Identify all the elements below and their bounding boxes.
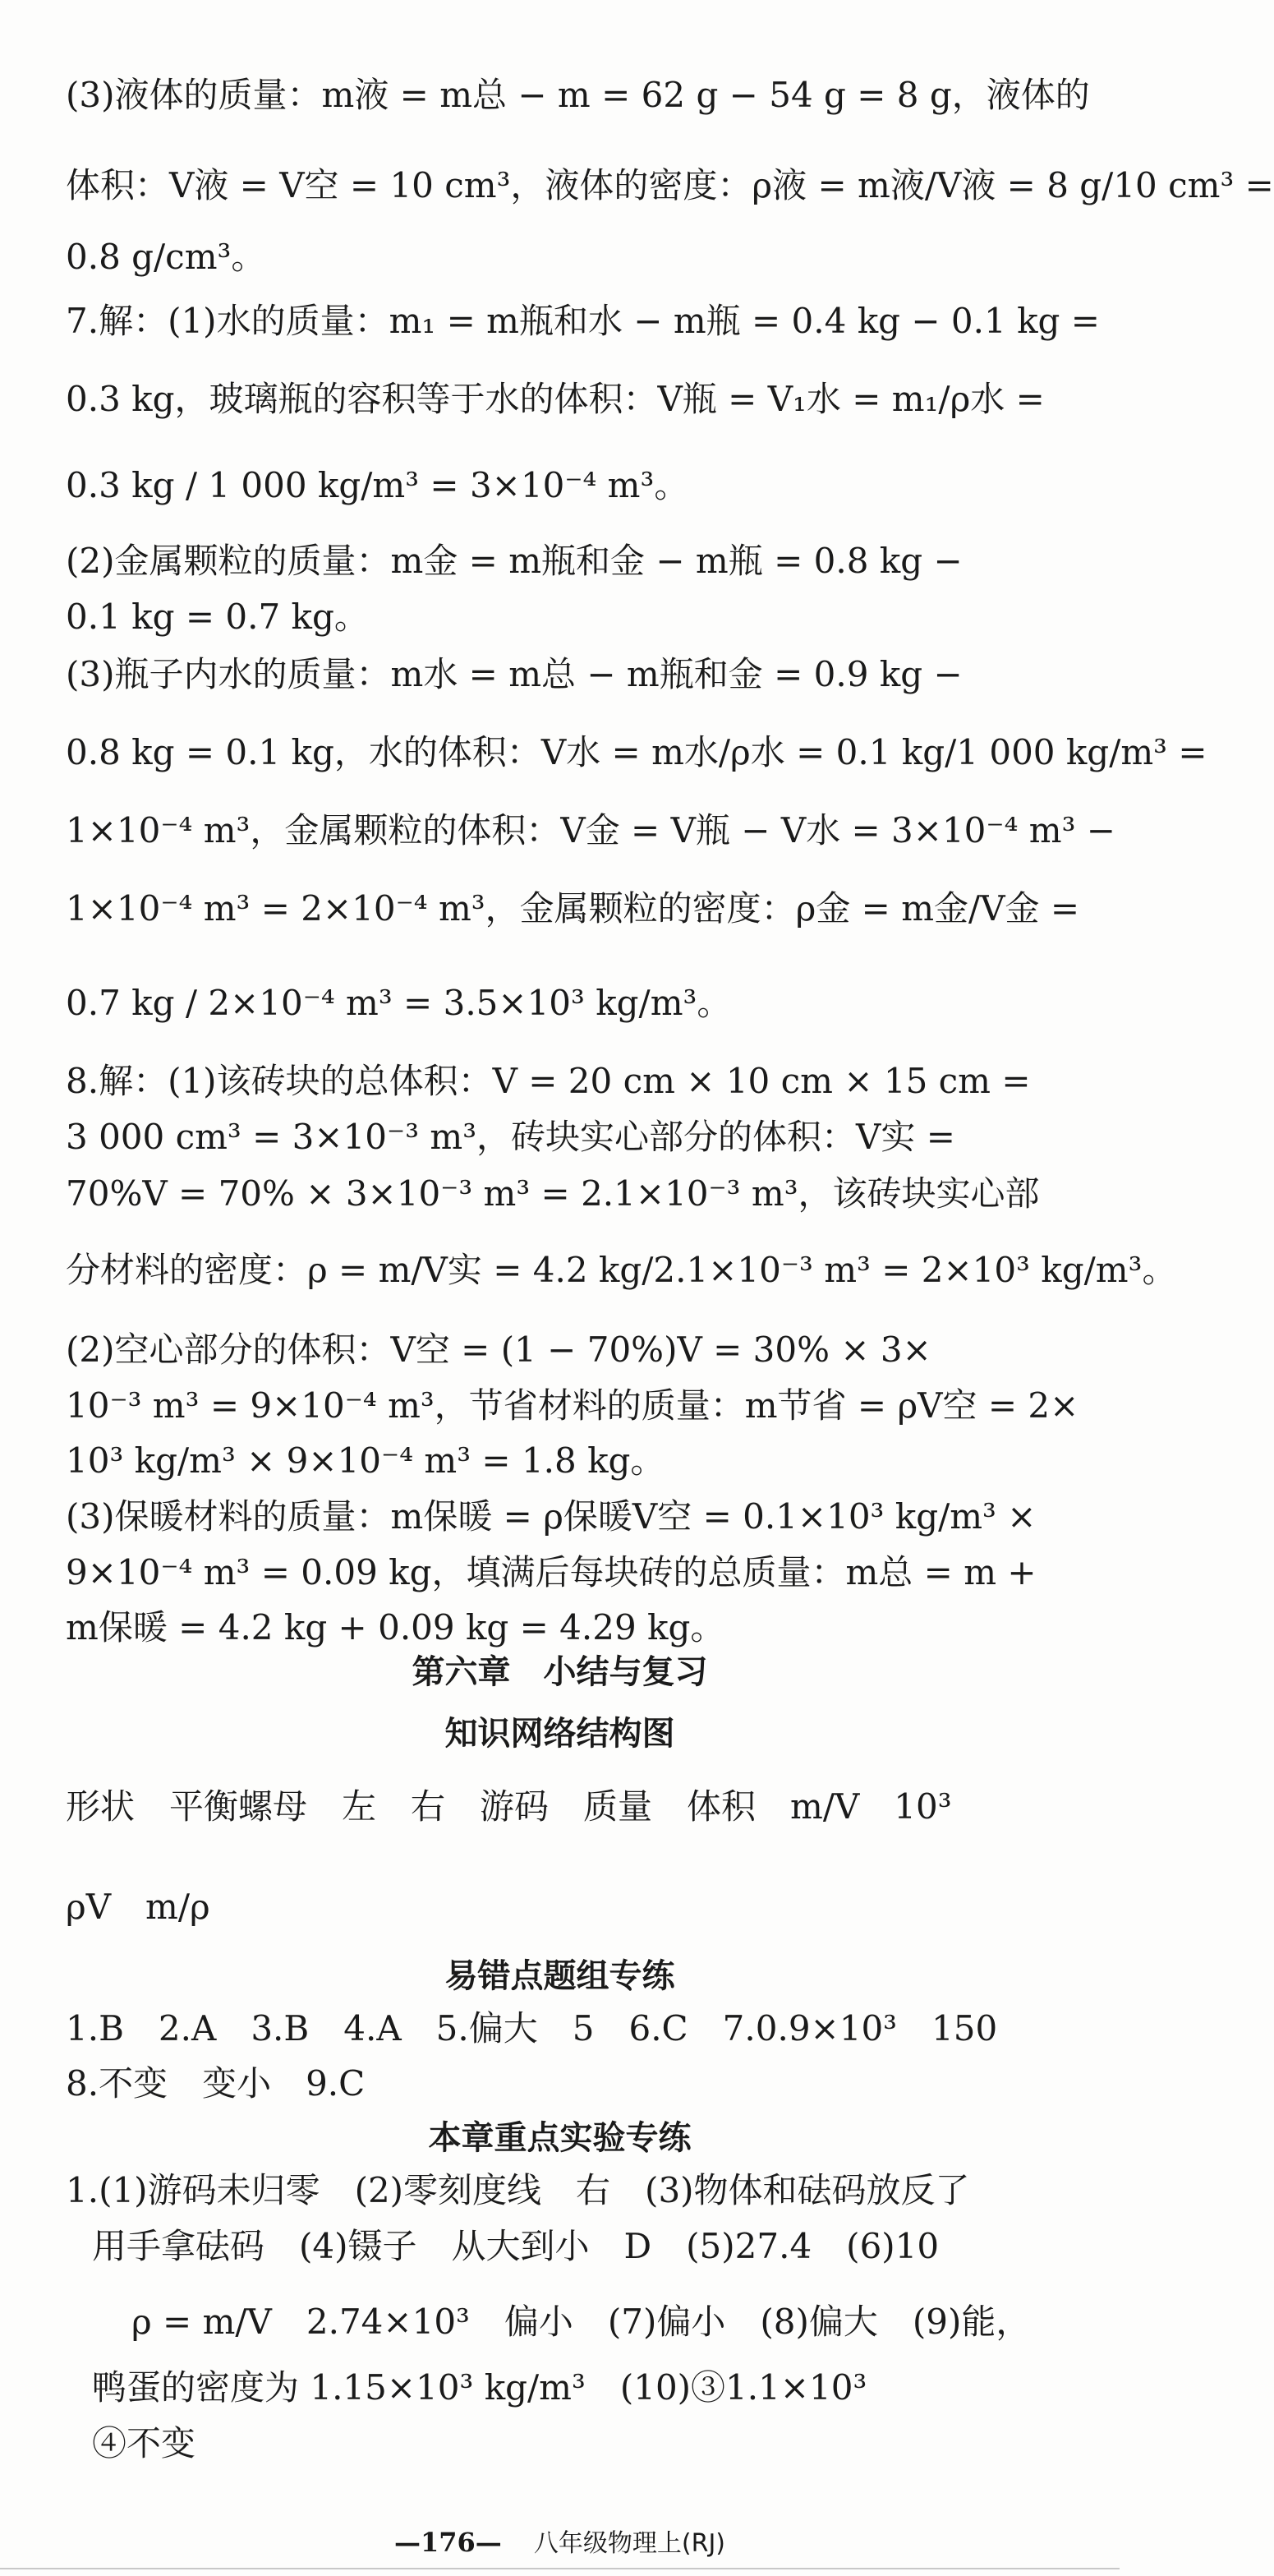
network-answers-1: 形状 平衡螺母 左 右 游码 质量 体积 m/V 10³: [66, 1786, 952, 1827]
answer-line: 10⁻³ m³ = 9×10⁻⁴ m³，节省材料的质量：m节省 = ρV空 = 2×: [66, 1385, 1079, 1426]
page-number: —176—: [394, 2527, 502, 2558]
answer-line: (2)空心部分的体积：V空 = (1 − 70%)V = 30% × 3×: [66, 1329, 931, 1370]
answer-line: 0.3 kg，玻璃瓶的容积等于水的体积：V瓶 = V₁水 = m₁/ρ水 =: [66, 379, 1045, 419]
answer-line: m保暖 = 4.2 kg + 0.09 kg = 4.29 kg。: [66, 1607, 725, 1647]
answer-line: 0.7 kg / 2×10⁻⁴ m³ = 3.5×10³ kg/m³。: [66, 983, 732, 1023]
network-answers-2: ρV m/ρ: [66, 1887, 210, 1927]
answer-line: 分材料的密度：ρ = m/V实 = 4.2 kg/2.1×10⁻³ m³ = 2×10³ kg/m³。: [66, 1250, 1177, 1290]
errors-answers-2: 8.不变 变小 9.C: [66, 2063, 366, 2104]
section-title-experiments: 本章重点实验专练: [428, 2119, 692, 2157]
section-title-errors: 易错点题组专练: [444, 1957, 675, 1995]
answer-line: 10³ kg/m³ × 9×10⁻⁴ m³ = 1.8 kg。: [66, 1440, 665, 1481]
page-footer: [0, 2523, 1120, 2559]
answer-line: 7.解：(1)水的质量：m₁ = m瓶和水 − m瓶 = 0.4 kg − 0.1 kg =: [66, 301, 1100, 341]
answer-line: 1×10⁻⁴ m³，金属颗粒的体积：V金 = V瓶 − V水 = 3×10⁻⁴ m³ −: [66, 810, 1115, 850]
answer-line: 体积：V液 = V空 = 10 cm³，液体的密度：ρ液 = m液/V液 = 8 g/10 cm³ =: [66, 165, 1274, 205]
book-title: 八年级物理上(RJ): [533, 2529, 725, 2558]
answer-line: 0.1 kg = 0.7 kg。: [66, 597, 369, 637]
errors-answers-1: 1.B 2.A 3.B 4.A 5.偏大 5 6.C 7.0.9×10³ 150: [66, 2008, 998, 2048]
experiment-answers-5: ④不变: [92, 2423, 196, 2463]
answer-line: 0.3 kg / 1 000 kg/m³ = 3×10⁻⁴ m³。: [66, 465, 689, 505]
answer-line: (3)瓶子内水的质量：m水 = m总 − m瓶和金 = 0.9 kg −: [66, 654, 963, 694]
experiment-answers-2: 用手拿砝码 (4)镊子 从大到小 D (5)27.4 (6)10: [92, 2226, 940, 2266]
bottom-rule: [0, 2568, 1120, 2569]
answer-line: 9×10⁻⁴ m³ = 0.09 kg，填满后每块砖的总质量：m总 = m +: [66, 1552, 1037, 1592]
answer-line: 8.解：(1)该砖块的总体积：V = 20 cm × 10 cm × 15 cm =: [66, 1061, 1031, 1101]
answer-line: 1×10⁻⁴ m³ = 2×10⁻⁴ m³，金属颗粒的密度：ρ金 = m金/V金 =: [66, 888, 1080, 929]
answer-line: (3)保暖材料的质量：m保暖 = ρ保暖V空 = 0.1×10³ kg/m³ ×: [66, 1496, 1037, 1537]
answer-line: 0.8 kg = 0.1 kg，水的体积：V水 = m水/ρ水 = 0.1 kg/1 000 kg/m³ =: [66, 732, 1207, 772]
chapter-title: 第六章 小结与复习: [412, 1653, 708, 1691]
section-title-network: 知识网络结构图: [444, 1715, 675, 1753]
answer-line: (2)金属颗粒的质量：m金 = m瓶和金 − m瓶 = 0.8 kg −: [66, 541, 963, 581]
answer-line: 3 000 cm³ = 3×10⁻³ m³，砖块实心部分的体积：V实 =: [66, 1117, 955, 1157]
answer-line: 0.8 g/cm³。: [66, 237, 266, 277]
experiment-answers-3: ρ = m/V 2.74×10³ 偏小 (7)偏小 (8)偏大 (9)能，: [131, 2302, 1031, 2342]
experiment-answers-1: 1.(1)游码未归零 (2)零刻度线 右 (3)物体和砝码放反了: [66, 2170, 970, 2210]
answer-line: 70%V = 70% × 3×10⁻³ m³ = 2.1×10⁻³ m³，该砖块实心部: [66, 1173, 1040, 1214]
experiment-answers-4: 鸭蛋的密度为 1.15×10³ kg/m³ (10)③1.1×10³: [92, 2367, 867, 2408]
answer-line: (3)液体的质量：m液 = m总 − m = 62 g − 54 g = 8 g，液体的: [66, 75, 1090, 115]
